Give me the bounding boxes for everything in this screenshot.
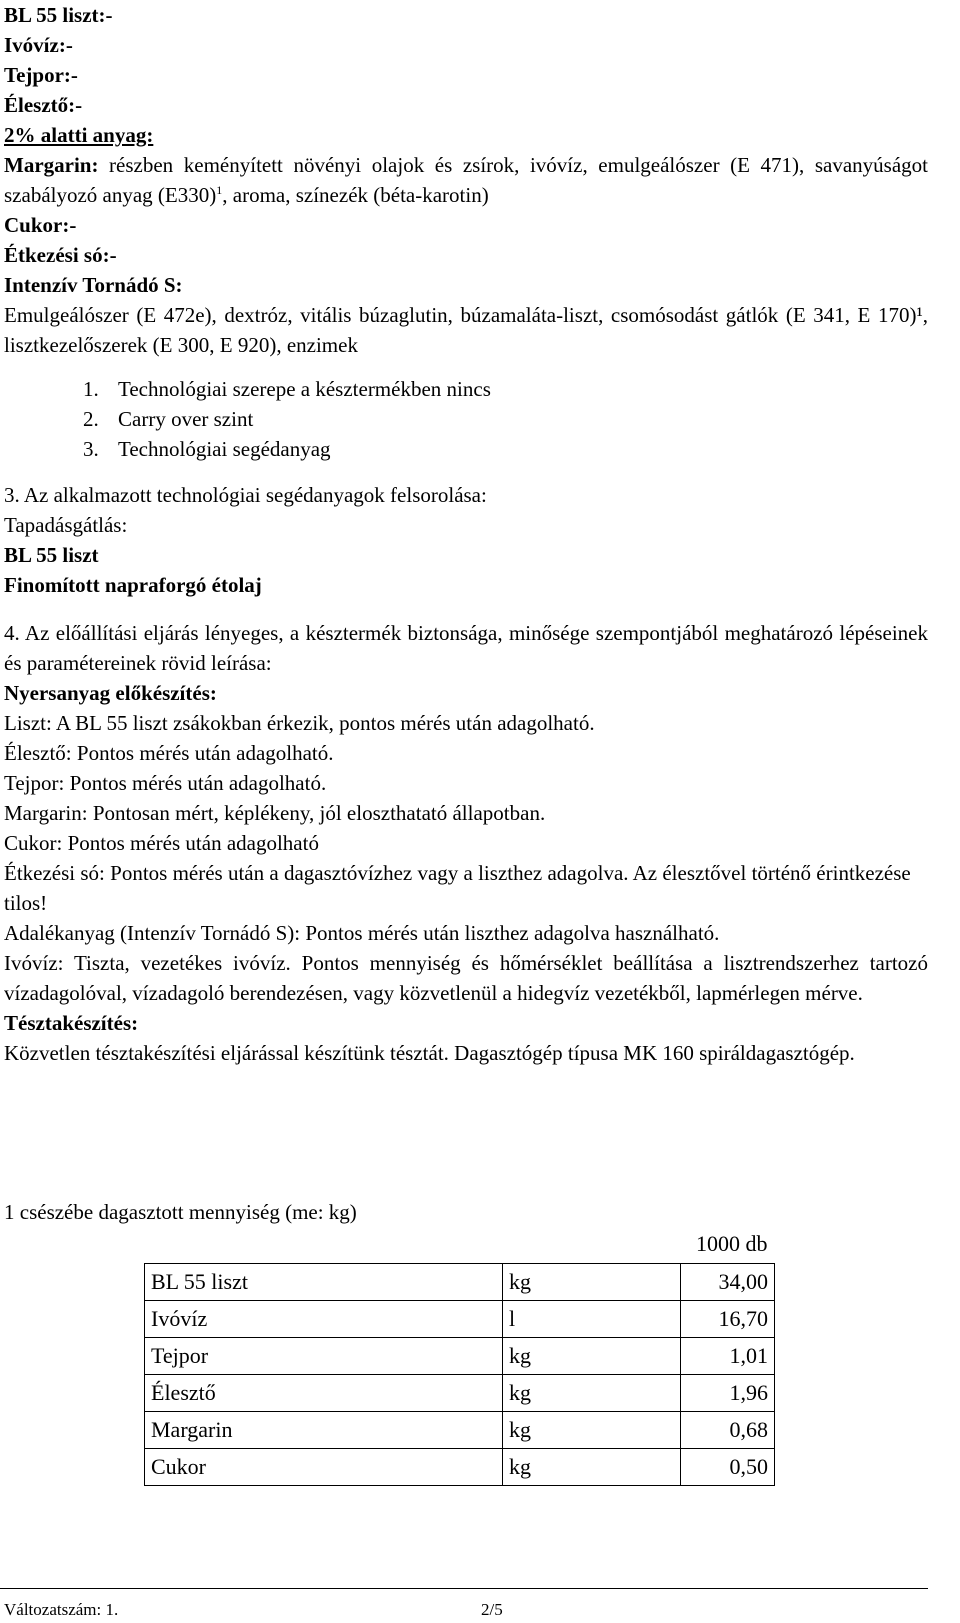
section-3-item: BL 55 liszt <box>4 543 99 567</box>
ingredient-qty: 1,96 <box>681 1375 775 1412</box>
ingredient-name: Élesztő <box>145 1375 503 1412</box>
table-row <box>145 1375 775 1412</box>
ingredient-heading-liszt: BL 55 liszt:- <box>4 3 113 27</box>
section-3-item: Finomított napraforgó étolaj <box>4 573 262 597</box>
margarin-paragraph <box>4 150 928 210</box>
footnote-list <box>4 374 928 464</box>
spacer <box>4 600 928 618</box>
section-3-subheading: Tapadásgátlás: <box>4 513 128 537</box>
prep-line: Margarin: Pontosan mért, képlékeny, jól eloszthatató állapotban. <box>4 801 546 825</box>
ingredient-name: Ivóvíz <box>145 1301 503 1338</box>
ingredient-name: BL 55 liszt <box>145 1264 503 1301</box>
prep-line: Cukor: Pontos mérés után adagolható <box>4 831 319 855</box>
prep-line: Liszt: A BL 55 liszt zsákokban érkezik, pontos mérés után adagolható. <box>4 711 595 735</box>
footnote-item <box>83 434 928 464</box>
ingredient-qty: 0,68 <box>681 1412 775 1449</box>
ingredient-unit: l <box>503 1301 681 1338</box>
table-column-head: 1000 db <box>696 1231 768 1256</box>
margarin-footnote: 1 <box>216 183 223 197</box>
prep-line: Élesztő: Pontos mérés után adagolható. <box>4 741 334 765</box>
page-number: 2/5 <box>481 1600 503 1619</box>
dough-paragraph: Közvetlen tésztakészítési eljárással készítünk tésztát. Dagasztógép típusa MK 160 spiráldagasztógép. <box>4 1041 855 1065</box>
footnote-number: 1. <box>83 377 99 401</box>
prep-line: Étkezési só: Pontos mérés után a dagasztóvízhez vagy a liszthez adagolva. Az élesztővel történő érintkezése tilos! <box>4 861 911 915</box>
prep-heading: Nyersanyag előkészítés: <box>4 681 217 705</box>
table-row <box>145 1338 775 1375</box>
ingredient-unit: kg <box>503 1449 681 1486</box>
etkezesi-so-heading: Étkezési só:- <box>4 243 117 267</box>
ingredient-qty: 0,50 <box>681 1449 775 1486</box>
ingredient-name: Margarin <box>145 1412 503 1449</box>
ingredient-qty: 34,00 <box>681 1264 775 1301</box>
table-row <box>145 1264 775 1301</box>
prep-line: Adalékanyag (Intenzív Tornádó S): Pontos mérés után liszthez adagolva használható. <box>4 921 720 945</box>
footnote-text: Carry over szint <box>118 407 254 431</box>
table-caption: 1 csészébe dagasztott mennyiség (me: kg) <box>4 1200 357 1224</box>
table-row <box>145 1449 775 1486</box>
ingredient-unit: kg <box>503 1264 681 1301</box>
version-number: Változatszám: 1. <box>4 1600 119 1619</box>
ingredient-heading-eleszto: Élesztő:- <box>4 93 83 117</box>
ingredient-unit: kg <box>503 1412 681 1449</box>
footnote-item <box>83 404 928 434</box>
prep-line: Ivóvíz: Tiszta, vezetékes ivóvíz. Pontos mennyiség és hőmérséklet beállítása a lisztrendszerhez tartozó vízadagolóval, vízadagoló berendezésen, vagy közvetlenül a hidegvíz vezetékből, lapmérlegen mérve. <box>4 951 928 1005</box>
footnote-number: 2. <box>83 407 99 431</box>
ingredient-qty: 16,70 <box>681 1301 775 1338</box>
table-row <box>145 1301 775 1338</box>
section-3-title: 3. Az alkalmazott technológiai segédanyagok felsorolása: <box>4 483 487 507</box>
below-2-percent-heading: 2% alatti anyag: <box>4 123 154 147</box>
tornado-heading: Intenzív Tornádó S: <box>4 273 183 297</box>
dough-heading: Tésztakészítés: <box>4 1011 139 1035</box>
tornado-paragraph: Emulgeálószer (E 472e), dextróz, vitális búzaglutin, búzamaláta-liszt, csomósodást gátlók (E 341, E 170)¹, lisztkezelőszerek (E 300, E 920), enzimek <box>4 303 928 357</box>
ingredient-qty: 1,01 <box>681 1338 775 1375</box>
ingredient-heading-ivoviz: Ivóvíz:- <box>4 33 73 57</box>
page-footer <box>0 1588 928 1619</box>
ingredient-unit: kg <box>503 1338 681 1375</box>
ingredient-name: Tejpor <box>145 1338 503 1375</box>
table-row <box>145 1412 775 1449</box>
ingredient-heading-tejpor: Tejpor:- <box>4 63 78 87</box>
section-4-title: 4. Az előállítási eljárás lényeges, a késztermék biztonsága, minősége szempontjából meghatározó lépéseinek és paramétereinek rövid leírása: <box>4 621 928 675</box>
margarin-label: Margarin: <box>4 153 99 177</box>
cukor-heading: Cukor:- <box>4 213 77 237</box>
footnote-item <box>83 374 928 404</box>
footnote-text: Technológiai segédanyag <box>118 437 331 461</box>
prep-line: Tejpor: Pontos mérés után adagolható. <box>4 771 327 795</box>
margarin-text-1: részben keményített növényi olajok és zsírok, ivóvíz, emulgeálószer (E 471), savanyúságot szabályozó anyag (E330) <box>4 153 928 207</box>
footnote-number: 3. <box>83 437 99 461</box>
ingredient-unit: kg <box>503 1375 681 1412</box>
document-page <box>4 0 928 1068</box>
margarin-text-2: , aroma, színezék (béta-karotin) <box>222 183 489 207</box>
recipe-table <box>144 1263 775 1486</box>
ingredient-name: Cukor <box>145 1449 503 1486</box>
footnote-text: Technológiai szerepe a késztermékben nincs <box>118 377 491 401</box>
